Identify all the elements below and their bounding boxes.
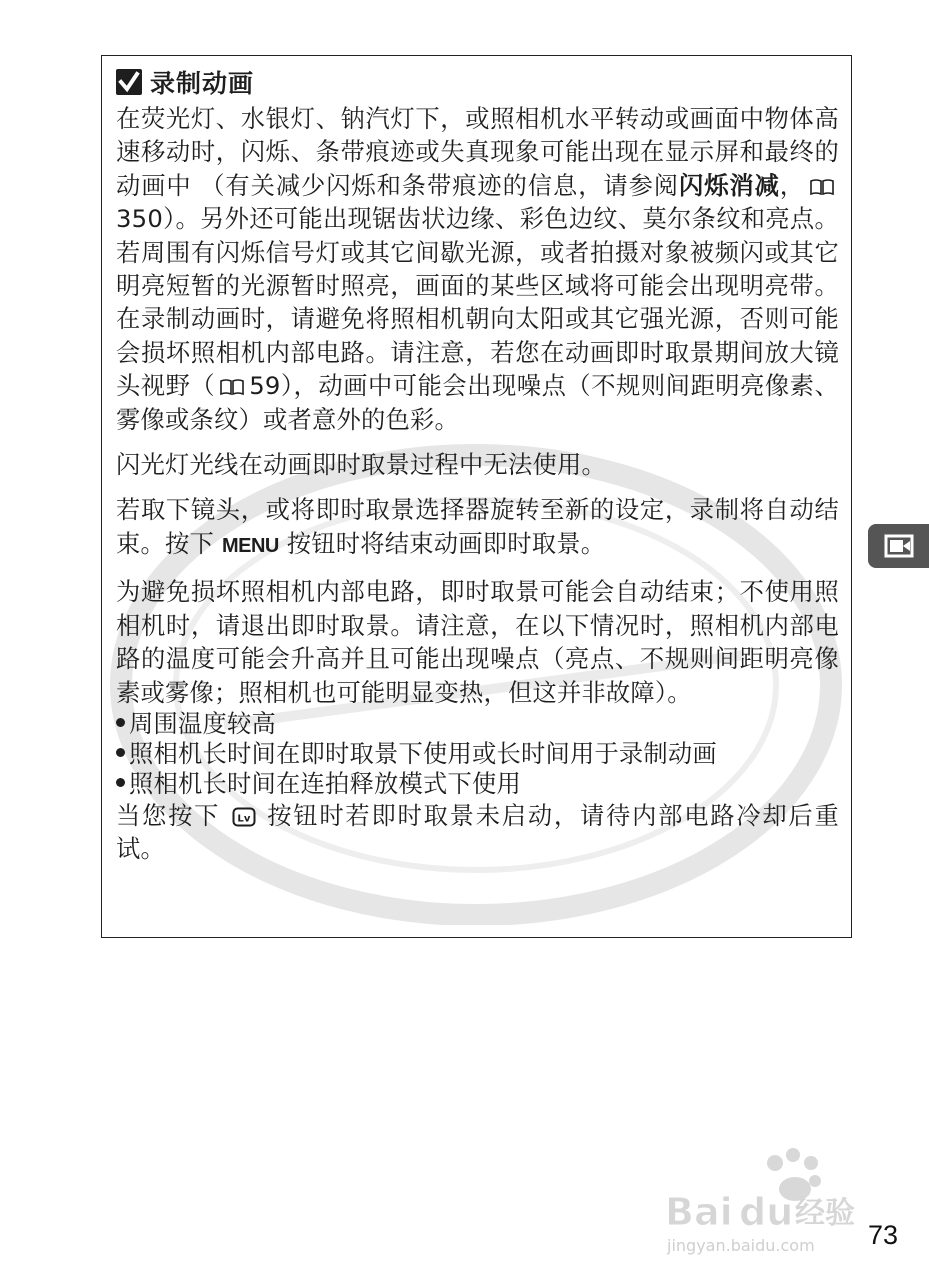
- paragraph-retry: 当您按下 Lv 按钮时若即时取景未启动，请待内部电路冷却后重试。: [116, 800, 839, 864]
- notice-title-row: [116, 64, 839, 100]
- flicker-reduction-term: 闪烁消减: [679, 170, 780, 200]
- temperature-conditions-list: [116, 709, 839, 799]
- live-view-button-icon: [232, 807, 256, 827]
- list-item: 照相机长时间在即时取景下使用或长时间用于录制动画: [116, 739, 839, 769]
- page-reference-icon: [219, 378, 245, 396]
- movie-camera-icon: [883, 532, 915, 560]
- reference-page-59: 59: [249, 371, 281, 401]
- baidu-watermark-logo: [665, 1145, 875, 1265]
- baidu-watermark-url: jingyan.baidu.com: [667, 1236, 815, 1255]
- svg-text:du: du: [739, 1190, 794, 1234]
- svg-text:Lv: Lv: [237, 813, 251, 825]
- list-item: 周围温度较高: [116, 709, 839, 739]
- page-number: 73: [868, 1220, 899, 1250]
- menu-button-label: MENU: [221, 534, 279, 557]
- bullet-icon: [116, 778, 125, 787]
- paragraph-flash: 闪光灯光线在动画即时取景过程中无法使用。: [116, 450, 606, 480]
- section-tab-movie: [868, 524, 929, 568]
- paragraph-lens-removal: 若取下镜头，或将即时取景选择器旋转至新的设定，录制将自动结束。按下 MENU 按钮时将结束动画即时取景。: [116, 495, 839, 558]
- paragraph-flicker: 在荧光灯、水银灯、钠汽灯下，或照相机水平转动或画面中物体高速移动时，闪烁、条带痕迹或失真现象可能出现在显示屏和最终的动画中 （有关减少闪烁和条带痕迹的信息，请参阅闪烁消减，350）。另外还可能出现锯齿状边缘、彩色边纹、莫尔条纹和亮点。若周围有闪烁信号灯或其它间歇光源，或者拍摄对象被频闪或其它明亮短暂的光源暂时照亮，画面的某些区域将可能会出现明亮带。在录制动画时，请避免将照相机朝向太阳或其它强光源，否则可能会损坏照相机内部电路。请注意，若您在动画即时取景期间放大镜头视野（ 59），动画中可能会出现噪点（不规则间距明亮像素、雾像或条纹）或者意外的色彩。: [116, 104, 839, 434]
- bullet-icon: [116, 748, 125, 757]
- list-item: 照相机长时间在连拍释放模式下使用: [116, 769, 839, 799]
- svg-text:经验: 经验: [795, 1196, 855, 1231]
- paragraph-temperature: 为避免损坏照相机内部电路，即时取景可能会自动结束；不使用照相机时，请退出即时取景。请注意，在以下情况时，照相机内部电路的温度可能会升高并且可能出现噪点（亮点、不规则间距明亮像素或雾像；照相机也可能明显变热，但这并非故障）。: [116, 577, 839, 707]
- bullet-icon: [116, 718, 125, 727]
- checkmark-icon: [116, 69, 142, 95]
- reference-page-350: 350: [116, 204, 163, 234]
- notice-title: 录制动画: [150, 69, 255, 98]
- baidu-watermark-text: Bai: [665, 1190, 733, 1234]
- notice-box: [101, 55, 852, 938]
- page-reference-icon: [809, 178, 835, 196]
